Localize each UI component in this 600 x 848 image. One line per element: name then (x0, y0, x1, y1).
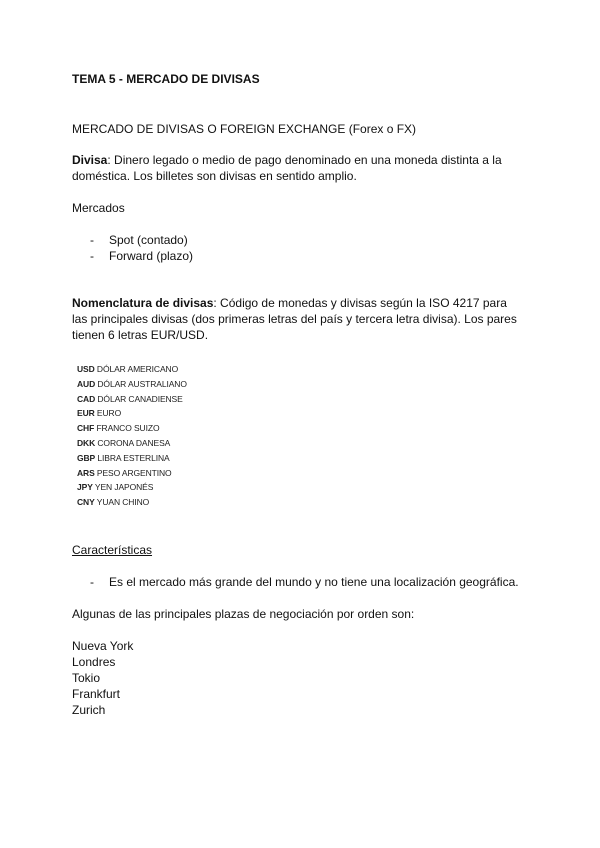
divisa-definition-line2: doméstica. Los billetes son divisas en sentido amplio. (72, 169, 357, 183)
currency-name: PESO ARGENTINO (96, 467, 172, 478)
currency-code: USD (77, 364, 95, 374)
nomenclatura-line3: tienen 6 letras EUR/USD. (72, 328, 209, 342)
currency-code: GBP (77, 452, 96, 463)
currency-row (77, 480, 187, 495)
nomenclatura-def-1: : Código de monedas y divisas según la ISO 4217 para (213, 296, 507, 310)
currency-name: DÓLAR AUSTRALIANO (97, 378, 187, 389)
currency-name: YEN JAPONÉS (94, 482, 154, 493)
currency-code: DKK (77, 437, 96, 448)
currency-row (77, 362, 187, 377)
plaza-item: Tokio (72, 671, 101, 685)
mercado-spot: Spot (contado) (109, 233, 188, 247)
currency-row (77, 406, 187, 421)
list-item (0, 574, 600, 590)
caracteristicas-heading: Características (72, 543, 153, 557)
bullet-dash: - (90, 249, 94, 263)
currency-name: CORONA DANESA (97, 437, 171, 448)
currency-list (77, 362, 187, 510)
plaza-item: Nueva York (72, 639, 134, 653)
currency-code: JPY (77, 482, 93, 493)
currency-code: ARS (77, 467, 95, 478)
divisa-def-1: : Dinero legado o medio de pago denominado en una moneda distinta a la (107, 153, 502, 167)
currency-code: CAD (77, 393, 96, 404)
divisa-definition-line1 (72, 152, 502, 168)
currency-name: LIBRA ESTERLINA (97, 452, 170, 463)
bullet-dash: - (90, 575, 94, 589)
caracteristica-item: Es el mercado más grande del mundo y no tiene una localización geográfica. (109, 575, 519, 589)
plaza-item: Zurich (72, 703, 106, 717)
currency-name: FRANCO SUIZO (96, 423, 160, 434)
currency-row (77, 421, 187, 436)
currency-name: YUAN CHINO (96, 497, 150, 508)
currency-row (77, 377, 187, 392)
currency-row (77, 451, 187, 466)
currency-row (77, 392, 187, 407)
plazas-intro: Algunas de las principales plazas de negociación por orden son: (72, 607, 415, 621)
currency-row (77, 466, 187, 481)
currency-row (77, 436, 187, 451)
nomenclatura-line2: las principales divisas (dos primeras letras del país y tercera letra divisa). Los pares (72, 312, 517, 326)
currency-code: CNY (77, 497, 95, 508)
plaza-item: Frankfurt (72, 687, 121, 701)
currency-code: CHF (77, 423, 95, 434)
currency-code: EUR (77, 408, 95, 419)
currency-code: AUD (77, 378, 96, 389)
list-item (0, 232, 600, 248)
mercado-forward: Forward (plazo) (109, 249, 194, 263)
currency-name: DÓLAR CANADIENSE (97, 393, 183, 404)
nomenclatura-term: Nomenclatura de divisas (72, 296, 214, 310)
nomenclatura-line1 (72, 295, 507, 311)
plaza-item: Londres (72, 655, 116, 669)
page-title: TEMA 5 - MERCADO DE DIVISAS (72, 72, 260, 86)
currency-name: DÓLAR AMERICANO (96, 364, 179, 374)
divisa-term: Divisa (72, 153, 108, 167)
mercados-heading: Mercados (72, 201, 125, 215)
section-subtitle: MERCADO DE DIVISAS O FOREIGN EXCHANGE (Forex o FX) (72, 122, 417, 136)
currency-row (77, 495, 187, 510)
currency-name: EURO (96, 408, 122, 419)
list-item (0, 248, 600, 264)
bullet-dash: - (90, 233, 94, 247)
